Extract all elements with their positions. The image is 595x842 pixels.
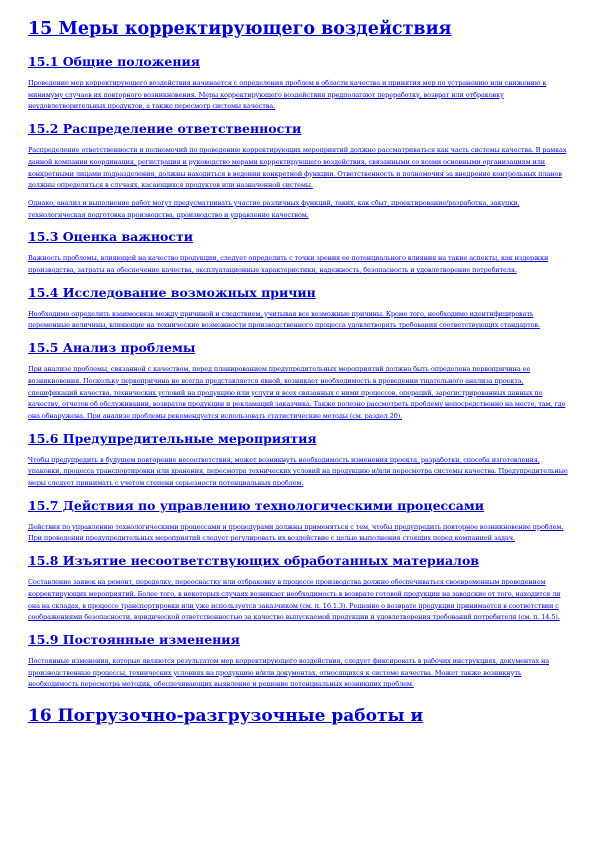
section-heading: 15.2 Распределение ответственности bbox=[28, 121, 302, 137]
chapter-title: 15 Меры корректирующего воздействия bbox=[28, 19, 452, 39]
section-15-9 bbox=[28, 632, 568, 691]
section-paragraph: При анализе проблемы, связанной с качеством, перед планированием предупредительных мероприятий должна быть определена первопричина ее возникновения. Поскольку первопричина не всегда представляется явной, возникает необходимость в проведении тщательного анализа проекта, спецификаций качества, технических условий на продукцию или услуги и всех связанных с ними процессов, операций, зарегистрированных данных по качеству, отчетов об обслуживании, возвратов продукции и рекламаций заказчика. Также полезно рассмотреть проблему непосредственно на месте, там, где она обнаружена. При анализе проблемы рекомендуется использовать статистические методы (см. раздел 20). bbox=[28, 365, 566, 420]
section-15-5 bbox=[28, 340, 568, 423]
section-paragraph: Важность проблемы, влияющей на качество продукции, следует определить с точки зрения ее потенциального влияния на такие аспекты, как издержки производства, затраты на обеспечение качества, эксплуатационные характеристики, надежность, безопасность и удовлетворение потребителя. bbox=[28, 254, 549, 275]
section-heading: 15.9 Постоянные изменения bbox=[28, 631, 240, 647]
section-paragraph: Действия по управлению технологическими процессами и процедурами должны применяться с тем, чтобы предупредить повторное возникновение проблем. При проведении предупредительных мероприятий следует регулировать их воздействие с целью выполнения стоящих перед компанией задач. bbox=[28, 522, 564, 543]
section-15-2 bbox=[28, 121, 568, 221]
document-page bbox=[28, 18, 568, 741]
section-heading: 15.1 Общие положения bbox=[28, 54, 200, 69]
next-chapter-title: 16 Погрузочно-разгрузочные работы и bbox=[28, 706, 424, 727]
section-heading: 15.7 Действия по управлению технологическими процессами bbox=[28, 497, 484, 513]
section-15-3 bbox=[28, 229, 568, 276]
section-15-4 bbox=[28, 285, 568, 332]
section-paragraph: Проведение мер корректирующего воздействия начинается с определения проблем в области качества и принятия мер по устранению или снижению к минимуму случаев их повторного возникновения. Меры корректирующего воздействия предполагают переработку, возврат или отбраковку неудовлетворительных продуктов, а также пересмотр системы качества. bbox=[28, 79, 547, 111]
section-heading: 15.4 Исследование возможных причин bbox=[28, 284, 316, 300]
section-heading: 15.6 Предупредительные мероприятия bbox=[28, 430, 317, 446]
section-heading: 15.8 Изъятие несоответствующих обработанных материалов bbox=[28, 553, 479, 569]
section-15-7 bbox=[28, 498, 568, 545]
section-paragraph: Необходимо определить взаимосвязь между причиной и следствием, учитывая все возможные причины. Кроме того, необходимо идентифицировать переменные величины, влияющие на технические возможности производственного процесса удовлетворять требования соответствующих стандартов. bbox=[28, 309, 540, 330]
section-paragraph: Распределение ответственности и полномочий по проведению корректирующих мероприятий должно рассматриваться как часть системы качества. В рамках данной компании координация, регистрация и руководство мерами корректирующего воздействия, связанными со всеми основными организациям или конкретными лицами подразделения, должны находиться в ведении конкретной функции. Ответственность и полномочия за внедрение контрольных планов должны определяться в случаях, касающихся продуктов или назначенной системы. bbox=[28, 146, 567, 190]
section-heading: 15.5 Анализ проблемы bbox=[28, 340, 196, 356]
section-paragraph: Однако, анализ и выполнение работ могут предусматривать участие различных функций, таких, как сбыт, проектирование/разработка, закупки, технологическая подготовка производства, производство и управление качеством. bbox=[28, 198, 520, 219]
section-15-1 bbox=[28, 54, 568, 113]
section-paragraph: Постоянные изменения, которые являются результатом мер корректирующего воздействия, следует фиксировать в рабочих инструкциях, документах на производственные процессы, технических условиях на продукцию и/или документах, относящихся к системе качества. Может также возникнуть необходимость пересмотра методик, обеспечивающих выявление и решение потенциальных возникших проблем. bbox=[28, 656, 549, 689]
section-paragraph: Чтобы предупредить в будущем повторение несоответствия, может возникнуть необходимость изменения проекта, разработки, способа изготовления, упаковки, процесса транспортировки или хранения, пересмотра технических условий на продукцию и/или пересмотра системы качества. Предупредительные меры следует принимать с учетом степени серьезности потенциальных проблем. bbox=[28, 455, 568, 488]
section-15-6 bbox=[28, 431, 568, 490]
section-paragraph: Составление заявок на ремонт, переделку, переоснастку или отбраковку в процессе производства должно обеспечиваться своевременным проведением корректирующих мероприятий. Более того, в некоторых случаях возникает необходимость в возврате готовой продукции на заводские от того, находится ли она на складах, в процессе транспортировки или уже используется заказчиком (см. п. 16.1.3). Решение о возврате продукции принимается в соответствии с соображениями безопасности, юридической ответственностью за качество выпускаемой продукции и удовлетворения требований потребителя (см. п. 14.5). bbox=[28, 578, 561, 622]
section-heading: 15.3 Оценка важности bbox=[28, 229, 194, 245]
section-15-8 bbox=[28, 553, 568, 624]
